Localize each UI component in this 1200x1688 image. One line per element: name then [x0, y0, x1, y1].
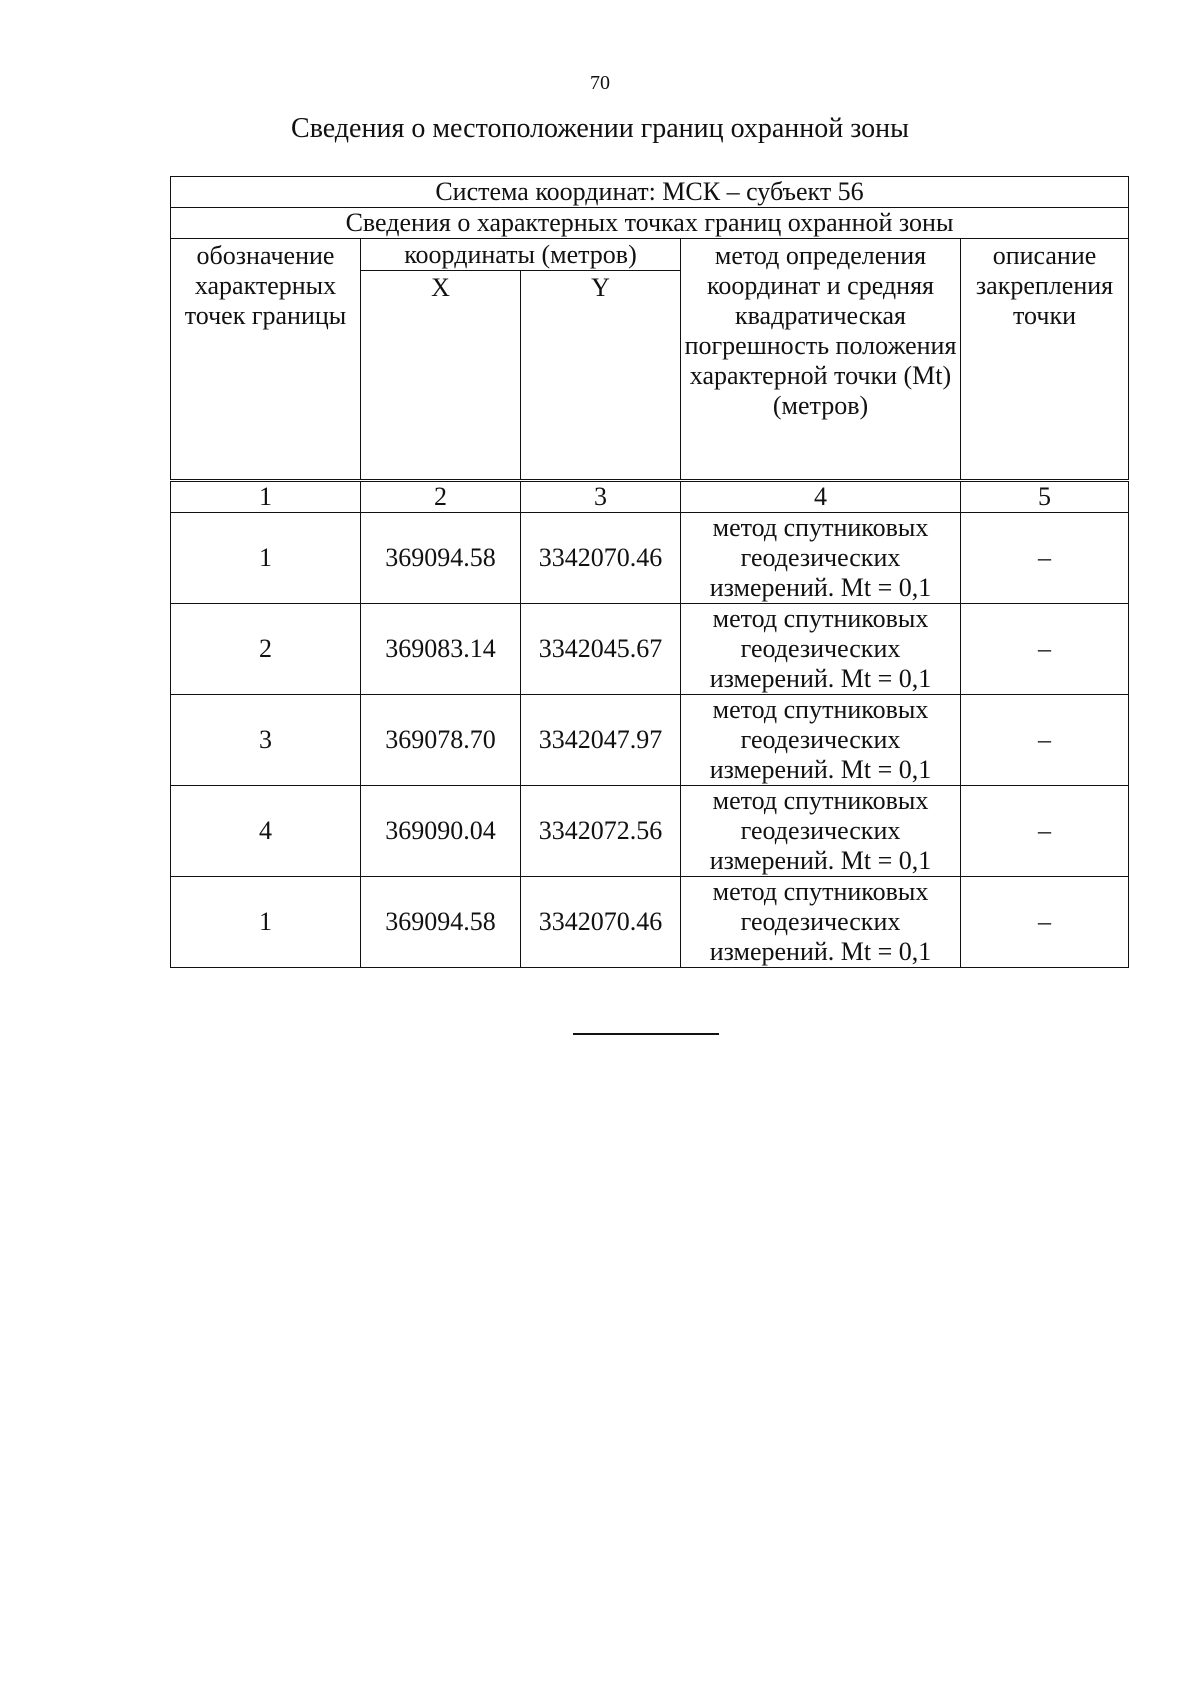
- header-point-designation: обозначение характерных точек границы: [171, 239, 361, 481]
- header-fixing: описание закрепления точки: [961, 239, 1129, 481]
- header-coordinates: координаты (метров): [361, 239, 681, 271]
- table-row: [171, 513, 1129, 604]
- table-row: [171, 604, 1129, 695]
- cell-x: 369094.58: [361, 877, 521, 968]
- cell-x: 369078.70: [361, 695, 521, 786]
- points-caption-cell: Сведения о характерных точках границ охранной зоны: [171, 208, 1129, 239]
- cell-point: 1: [171, 513, 361, 604]
- footer-divider: [573, 1033, 719, 1035]
- cell-point: 1: [171, 877, 361, 968]
- cell-y: 3342072.56: [521, 786, 681, 877]
- cell-y: 3342070.46: [521, 513, 681, 604]
- column-number: 2: [361, 481, 521, 513]
- cell-y: 3342045.67: [521, 604, 681, 695]
- column-number: 5: [961, 481, 1129, 513]
- cell-method: метод спутниковых геодезических измерений. Mt = 0,1: [681, 786, 961, 877]
- column-numbers-row: [171, 481, 1129, 513]
- cell-method: метод спутниковых геодезических измерений. Mt = 0,1: [681, 877, 961, 968]
- cell-x: 369083.14: [361, 604, 521, 695]
- cell-point: 2: [171, 604, 361, 695]
- header-method: метод определения координат и средняя квадратическая погрешность положения характерной точки (Mt) (метров): [681, 239, 961, 481]
- cell-fixing: –: [961, 877, 1129, 968]
- cell-fixing: –: [961, 786, 1129, 877]
- header-y: Y: [521, 271, 681, 481]
- table-row: [171, 786, 1129, 877]
- column-number: 4: [681, 481, 961, 513]
- table-row: [171, 695, 1129, 786]
- coordinate-system-cell: Система координат: МСК – субъект 56: [171, 177, 1129, 208]
- column-number: 3: [521, 481, 681, 513]
- page-number: 70: [590, 72, 610, 94]
- points-caption-row: [171, 208, 1129, 239]
- cell-point: 4: [171, 786, 361, 877]
- coordinate-system-row: [171, 177, 1129, 208]
- cell-fixing: –: [961, 604, 1129, 695]
- document-title: Сведения о местоположении границ охранной зоны: [291, 113, 909, 144]
- header-x: X: [361, 271, 521, 481]
- cell-point: 3: [171, 695, 361, 786]
- column-number: 1: [171, 481, 361, 513]
- boundary-points-table: [170, 176, 1128, 968]
- cell-method: метод спутниковых геодезических измерений. Mt = 0,1: [681, 513, 961, 604]
- cell-y: 3342070.46: [521, 877, 681, 968]
- cell-method: метод спутниковых геодезических измерений. Mt = 0,1: [681, 695, 961, 786]
- header-row-1: [171, 239, 1129, 271]
- table-row: [171, 877, 1129, 968]
- cell-x: 369094.58: [361, 513, 521, 604]
- cell-x: 369090.04: [361, 786, 521, 877]
- cell-fixing: –: [961, 695, 1129, 786]
- cell-y: 3342047.97: [521, 695, 681, 786]
- cell-fixing: –: [961, 513, 1129, 604]
- cell-method: метод спутниковых геодезических измерений. Mt = 0,1: [681, 604, 961, 695]
